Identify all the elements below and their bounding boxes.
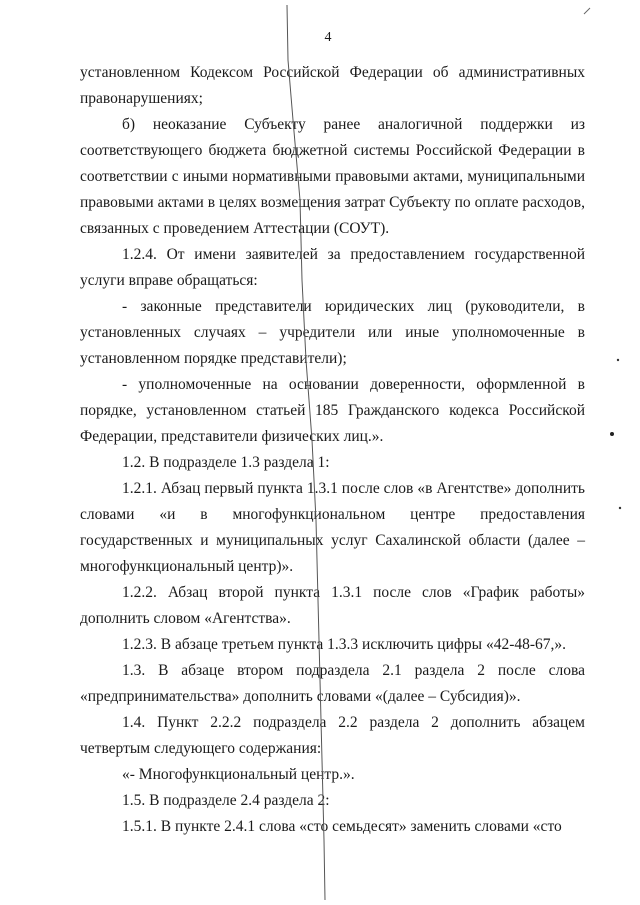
paragraph: 1.5.1. В пункте 2.4.1 слова «сто семьдесят» заменить словами «сто bbox=[122, 818, 562, 835]
paragraph: 1.2.3. В абзаце третьем пункта 1.3.3 исключить цифры «42-48-67,». bbox=[122, 636, 567, 653]
paragraph: 1.2.1. Абзац первый пункта 1.3.1 после слов «в Агентстве» дополнить словами «и в многофункциональном центре предоставления государственных и муниципальных услуг Сахалинской области (далее – многофункциональный центр)». bbox=[80, 480, 585, 575]
scan-dot bbox=[610, 432, 614, 436]
paragraph: установленном Кодексом Российской Федерации об административных правонарушениях; bbox=[80, 64, 585, 107]
paragraph: 1.2. В подразделе 1.3 раздела 1: bbox=[122, 454, 330, 471]
paragraph: 1.4. Пункт 2.2.2 подраздела 2.2 раздела 2 дополнить абзацем четвертым следующего содержания: bbox=[80, 714, 585, 757]
corner-mark bbox=[584, 8, 590, 14]
paragraph: - уполномоченные на основании доверенности, оформленной в порядке, установленном статьей 185 Гражданского кодекса Российской Федерации, представители физических лиц.». bbox=[80, 376, 585, 445]
scan-dot bbox=[617, 359, 619, 361]
paragraph: - законные представители юридических лиц (руководители, в установленных случаях – учредители или иные уполномоченные в установленном порядке представители); bbox=[80, 298, 585, 367]
page-number: 4 bbox=[324, 30, 332, 45]
paragraph: 1.2.4. От имени заявителей за предоставлением государственной услуги вправе обращаться: bbox=[80, 246, 585, 289]
paragraph: «- Многофункциональный центр.». bbox=[122, 766, 355, 783]
paragraph: 1.5. В подразделе 2.4 раздела 2: bbox=[122, 792, 330, 809]
paragraph: б) неоказание Субъекту ранее аналогичной поддержки из соответствующего бюджета бюджетной системы Российской Федерации в соответствии с иными нормативными правовыми актами, муниципальными правовыми актами в целях возмещения затрат Субъекту по оплате расходов, связанных с проведением Аттестации (СОУТ). bbox=[80, 116, 585, 237]
paragraph: 1.3. В абзаце втором подраздела 2.1 раздела 2 после слова «предпринимательства» дополнить словами «(далее – Субсидия)». bbox=[80, 662, 585, 705]
document-body bbox=[80, 60, 585, 840]
scan-dot bbox=[619, 507, 621, 509]
paragraph: 1.2.2. Абзац второй пункта 1.3.1 после слов «График работы» дополнить словом «Агентства». bbox=[80, 584, 585, 627]
